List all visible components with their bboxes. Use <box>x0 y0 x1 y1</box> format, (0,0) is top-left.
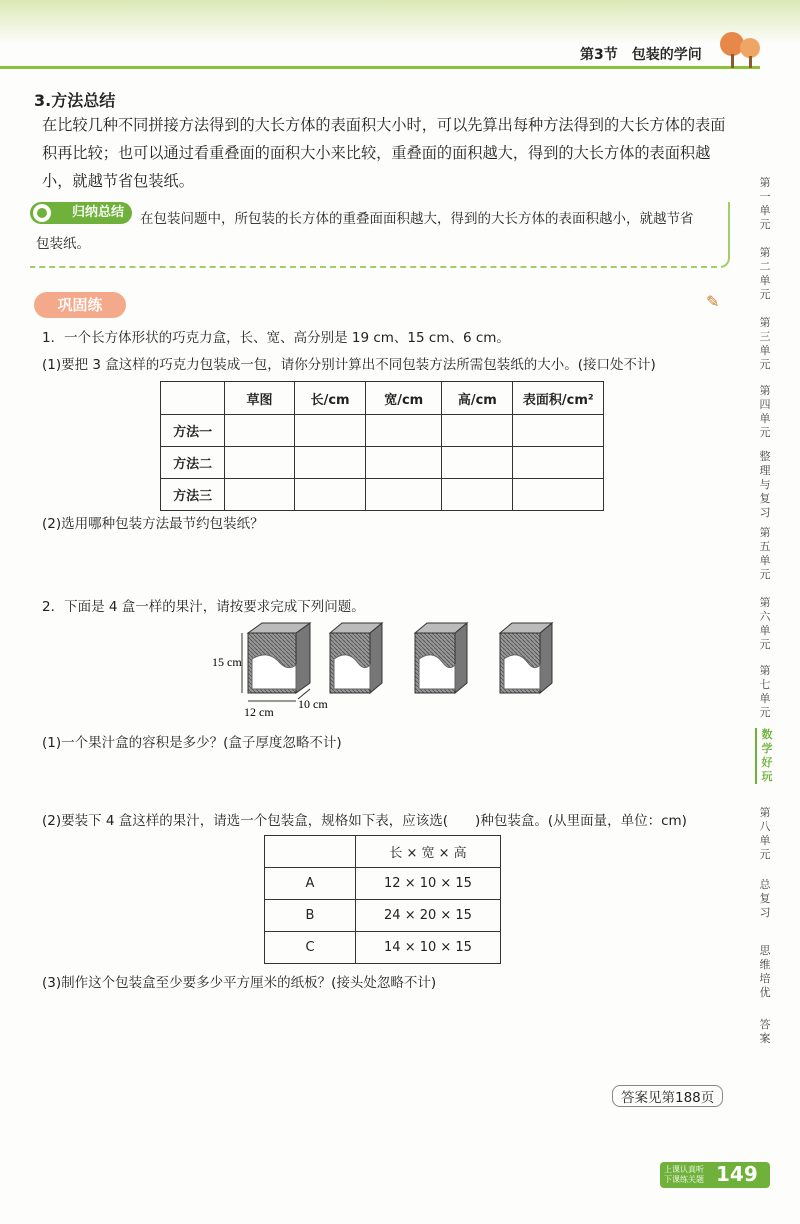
answer-reference: 答案见第188页 <box>612 1085 723 1107</box>
chapter-header <box>580 44 702 64</box>
row-value: 12 × 10 × 15 <box>356 868 501 900</box>
row-label: 方法一 <box>161 415 225 447</box>
sidetab[interactable]: 总复习 <box>759 878 771 919</box>
q2-stem: 2．下面是 4 盒一样的果汁，请按要求完成下列问题。 <box>42 599 365 615</box>
answer-cell[interactable] <box>513 447 604 479</box>
answer-cell[interactable] <box>366 479 442 511</box>
juice-box <box>500 623 552 693</box>
table-header-cell: 长 × 宽 × 高 <box>356 836 501 868</box>
header-rule <box>0 66 760 69</box>
row-label: C <box>265 932 356 964</box>
sidetab[interactable]: 整理与复习 <box>759 450 771 519</box>
answer-cell[interactable] <box>442 415 513 447</box>
answer-cell[interactable] <box>294 447 365 479</box>
q1-stem: 1．一个长方体形状的巧克力盒，长、宽、高分别是 19 cm、15 cm、6 cm。 <box>42 330 510 346</box>
footer-slogan: 上课认真听 下课练关题 <box>664 1165 704 1184</box>
page-number-badge <box>660 1162 770 1188</box>
table-header-cell: 高/cm <box>442 382 513 415</box>
table-row <box>161 415 604 447</box>
sidetab[interactable]: 第二单元 <box>759 246 771 301</box>
answer-cell[interactable] <box>225 447 295 479</box>
pencil-icon: ✎ <box>706 292 720 311</box>
sidetab[interactable]: 第四单元 <box>759 384 771 439</box>
q1-sub2: (2)选用哪种包装方法最节约包装纸？ <box>42 516 264 532</box>
table-header-cell: 草图 <box>225 382 295 415</box>
row-value: 14 × 10 × 15 <box>356 932 501 964</box>
q2-spec-table <box>264 835 501 964</box>
q2-sub2: (2)要装下 4 盒这样的果汁，请选一个包装盒，规格如下表，应该选( )种包装盒。(从里面量，单位：cm) <box>42 813 687 829</box>
tree-icon <box>718 26 768 70</box>
row-label: B <box>265 900 356 932</box>
section-title: 包装的学问 <box>631 47 702 63</box>
juice-boxes-figure <box>210 615 560 720</box>
table-header-row <box>265 836 501 868</box>
table-row <box>265 868 501 900</box>
length-label: 12 cm <box>244 705 274 719</box>
table-header-cell: 宽/cm <box>366 382 442 415</box>
table-row <box>161 447 604 479</box>
summary-tag: 归纳总结 <box>30 202 132 224</box>
sidetab[interactable]: 第五单元 <box>759 526 771 581</box>
answer-cell[interactable] <box>513 415 604 447</box>
table-header-cell: 表面积/cm² <box>513 382 604 415</box>
row-label: A <box>265 868 356 900</box>
section-number: 第3节 <box>580 47 618 63</box>
width-label: 10 cm <box>298 697 328 711</box>
table-header-cell <box>161 382 225 415</box>
practice-tag: 巩固练 <box>34 292 126 318</box>
juice-box <box>330 623 382 693</box>
table-header-cell <box>265 836 356 868</box>
answer-cell[interactable] <box>225 479 295 511</box>
answer-cell[interactable] <box>513 479 604 511</box>
method-heading: 3.方法总结 <box>34 91 116 110</box>
target-icon <box>33 204 51 222</box>
q1-sub1: (1)要把 3 盒这样的巧克力包装成一包，请你分别计算出不同包装方法所需包装纸的大小。(接口处不计) <box>42 357 656 373</box>
juice-box <box>415 623 467 693</box>
table-row <box>161 479 604 511</box>
sidetab[interactable]: 答案 <box>759 1018 771 1045</box>
row-value: 24 × 20 × 15 <box>356 900 501 932</box>
answer-cell[interactable] <box>294 415 365 447</box>
sidetab[interactable]: 第六单元 <box>759 596 771 651</box>
answer-cell[interactable] <box>442 447 513 479</box>
answer-cell[interactable] <box>366 415 442 447</box>
method-paragraph: 在比较几种不同拼接方法得到的大长方体的表面积大小时，可以先算出每种方法得到的大长方体的表面积再比较；也可以通过看重叠面的面积大小来比较，重叠面的面积越大，得到的大长方体的表面积越小，就越节省包装纸。 <box>42 116 726 190</box>
q1-table <box>160 381 604 511</box>
table-row <box>265 932 501 964</box>
summary-box <box>30 202 730 268</box>
top-band <box>0 0 800 44</box>
table-header-cell: 长/cm <box>294 382 365 415</box>
q2-sub3: (3)制作这个包装盒至少要多少平方厘米的纸板？(接头处忽略不计) <box>42 975 437 991</box>
juice-box <box>248 623 310 693</box>
sidetab[interactable]: 第七单元 <box>759 664 771 719</box>
sidetab[interactable]: 第三单元 <box>759 316 771 371</box>
table-header-row <box>161 382 604 415</box>
answer-cell[interactable] <box>225 415 295 447</box>
sidetab-active[interactable]: 数学好玩 <box>755 728 777 784</box>
summary-text-line2: 包装纸。 <box>36 236 90 252</box>
summary-text-line1: 在包装问题中，所包装的长方体的重叠面面积越大，得到的大长方体的表面积越小，就越节省 <box>140 211 694 227</box>
page-number: 149 <box>716 1162 758 1186</box>
table-row <box>265 900 501 932</box>
row-label: 方法二 <box>161 447 225 479</box>
answer-cell[interactable] <box>294 479 365 511</box>
row-label: 方法三 <box>161 479 225 511</box>
sidetab[interactable]: 第一单元 <box>759 176 771 231</box>
answer-cell[interactable] <box>442 479 513 511</box>
answer-cell[interactable] <box>366 447 442 479</box>
height-label: 15 cm <box>212 655 242 669</box>
sidetab[interactable]: 第八单元 <box>759 806 771 861</box>
q2-sub1: (1)一个果汁盒的容积是多少？(盒子厚度忽略不计) <box>42 735 342 751</box>
sidetab[interactable]: 思维培优 <box>759 944 771 999</box>
